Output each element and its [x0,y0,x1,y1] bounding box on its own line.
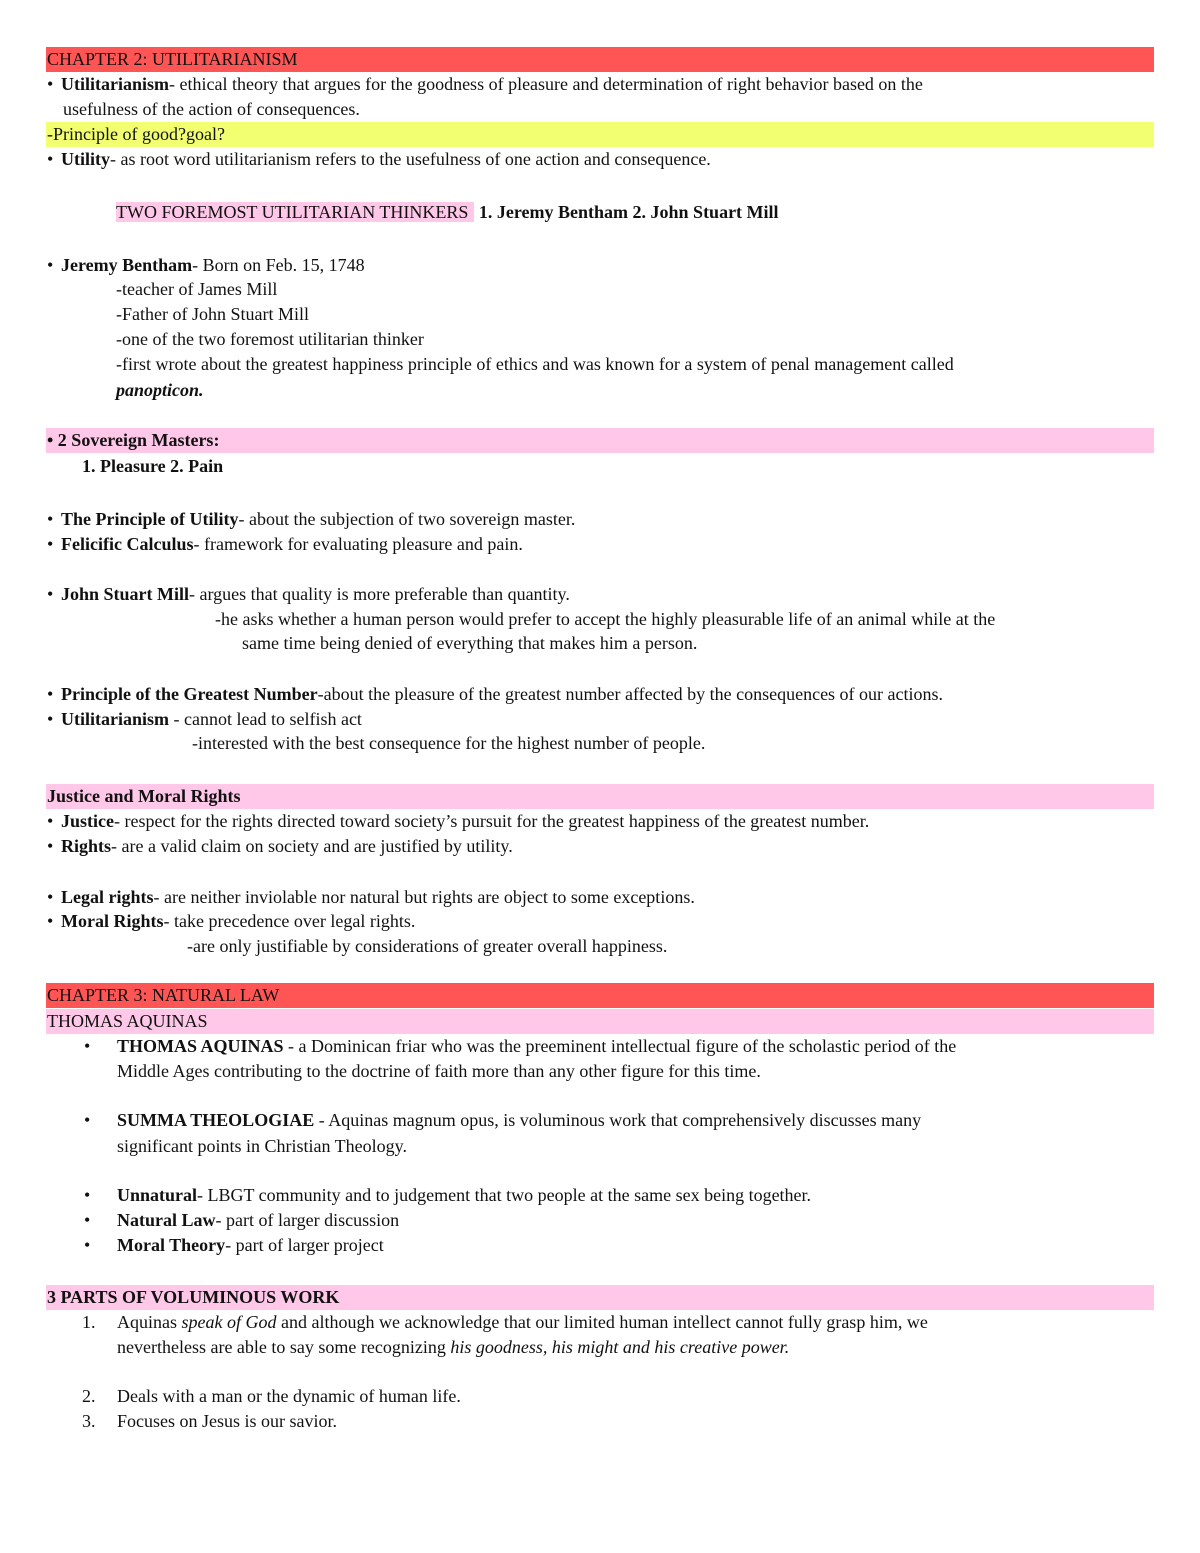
mill-sub-2 [0,631,1200,656]
principle-text: -Principle of good?goal? [47,124,225,144]
term: Natural Law [117,1210,216,1230]
moral-rights-sub [0,934,1200,959]
utilitarianism-def: • Utilitarianism- ethical theory that argues for the goodness of pleasure and determination of right behavior based on the [47,74,923,94]
masters-title [0,428,1200,453]
masters-title-text: • 2 Sovereign Masters: [47,430,220,450]
definition: - part of larger discussion [215,1210,400,1230]
list-number: 3. [82,1411,96,1431]
sub-item: -teacher of James Mill [116,279,278,299]
sub-item: -he asks whether a human person would prefer to accept the highly pleasurable life of an animal while at the [215,609,996,629]
parts-title-text: 3 PARTS OF VOLUMINOUS WORK [47,1287,340,1307]
mill-def: • John Stuart Mill- argues that quality is more preferable than quantity. [47,584,570,604]
justice-def: • Justice- respect for the rights directed toward society’s pursuit for the greatest happiness of the greatest number. [47,811,870,831]
thinkers-label: TWO FOREMOST UTILITARIAN THINKERS [116,202,474,222]
aquinas-subtitle [0,1009,1200,1034]
sub-item: -are only justifiable by considerations of greater overall happiness. [187,936,668,956]
definition: -about the pleasure of the greatest number affected by the consequences of our actions. [317,684,944,704]
part-text: nevertheless are able to say some recognizing [117,1337,451,1357]
natural-law-def [0,1208,1200,1233]
definition: - are a valid claim on society and are justified by utility. [111,836,513,856]
unnatural-def [0,1183,1200,1208]
definition: - Aquinas magnum opus, is voluminous work that comprehensively discusses many [314,1110,922,1130]
part-1-cont [0,1335,1200,1360]
term: Justice [61,811,114,831]
justice-title-text: Justice and Moral Rights [47,786,241,806]
definition: - respect for the rights directed toward society’s pursuit for the greatest happiness of the greatest number. [114,811,870,831]
definition: - as root word utilitarianism refers to the usefulness of one action and consequence. [110,149,711,169]
term: John Stuart Mill [61,584,190,604]
chapter-3-title-text: CHAPTER 3: NATURAL LAW [47,985,280,1005]
aquinas-subtitle-text: THOMAS AQUINAS [47,1011,208,1031]
greatest-def: • Principle of the Greatest Number-about the pleasure of the greatest number affected by the consequences of our actions. [47,684,944,704]
sub-item: -Father of John Stuart Mill [116,304,309,324]
definition: - about the subjection of two sovereign master. [238,509,576,529]
part-2 [0,1384,1200,1409]
legal-rights-def: • Legal rights- are neither inviolable nor natural but rights are object to some exceptions. [47,887,695,907]
chapter-2-title [0,47,1200,72]
term: Utility [61,149,110,169]
term: THOMAS AQUINAS [117,1036,284,1056]
term: Rights [61,836,112,856]
bullet: • [84,1110,91,1130]
definition: - part of larger project [225,1235,384,1255]
bentham-sub-2 [0,302,1200,327]
utilitarianism-def-cont [0,97,1200,122]
definition: - take precedence over legal rights. [163,911,416,931]
panopticon-line [0,378,1200,403]
sub-item: -first wrote about the greatest happiness principle of ethics and was known for a system of penal management called [116,354,954,374]
term: Jeremy Bentham [61,255,193,275]
term: The Principle of Utility [61,509,239,529]
bentham-sub-4 [0,352,1200,377]
part-text: Focuses on Jesus is our savior. [117,1411,337,1431]
bentham-sub-3 [0,327,1200,352]
definition-cont: Middle Ages contributing to the doctrine of faith more than any other figure for this time. [117,1061,761,1081]
part-1 [0,1310,1200,1335]
bentham-sub-1 [0,277,1200,302]
sub-item: -one of the two foremost utilitarian thinker [116,329,424,349]
bullet: • [84,1185,91,1205]
thinkers-list: 1. Jeremy Bentham 2. John Stuart Mill [474,202,779,222]
chapter-3-title [0,983,1200,1008]
term: Felicific Calculus [61,534,194,554]
bentham-def: • Jeremy Bentham- Born on Feb. 15, 1748 [47,255,365,275]
summa-def-cont [0,1134,1200,1159]
part-3 [0,1409,1200,1434]
justice-title [0,784,1200,809]
summa-def [0,1108,1200,1133]
definition-cont: significant points in Christian Theology. [117,1136,407,1156]
term: Unnatural [117,1185,198,1205]
definition: - ethical theory that argues for the goodness of pleasure and determination of right behavior based on the [169,74,923,94]
definition-cont: usefulness of the action of consequences. [63,99,360,119]
rights-def: • Rights- are a valid claim on society and are justified by utility. [47,836,513,856]
principle-line [0,122,1200,147]
term: Moral Theory [117,1235,226,1255]
utilitarianism-2-sub [0,731,1200,756]
part-text: Aquinas [117,1312,182,1332]
definition: - are neither inviolable nor natural but rights are object to some exceptions. [153,887,695,907]
bullet: • [84,1235,91,1255]
aquinas-def [0,1034,1200,1059]
thinkers-line [0,200,1200,225]
term: Utilitarianism [61,709,169,729]
bullet: • [84,1210,91,1230]
part-text: and although we acknowledge that our limited human intellect cannot fully grasp him, we [276,1312,928,1332]
masters-list-text: 1. Pleasure 2. Pain [82,456,224,476]
bullet: • [84,1036,91,1056]
mill-sub-1 [0,607,1200,632]
part-emphasis: speak of God [181,1312,277,1332]
parts-title [0,1285,1200,1310]
term: SUMMA THEOLOGIAE [117,1110,315,1130]
panopticon-term: panopticon. [116,380,204,400]
principle-utility-def: • The Principle of Utility- about the subjection of two sovereign master. [47,509,576,529]
list-number: 2. [82,1386,96,1406]
sub-item: same time being denied of everything that makes him a person. [242,633,698,653]
chapter-2-title-text: CHAPTER 2: UTILITARIANISM [47,49,298,69]
moral-rights-def: • Moral Rights- take precedence over legal rights. [47,911,416,931]
utility-def: • Utility- as root word utilitarianism refers to the usefulness of one action and consequence. [47,149,711,169]
part-text: Deals with a man or the dynamic of human life. [117,1386,461,1406]
aquinas-def-cont [0,1059,1200,1084]
term: Utilitarianism [61,74,169,94]
masters-list [0,454,1200,479]
term: Moral Rights [61,911,164,931]
definition: - cannot lead to selfish act [169,709,362,729]
definition: - framework for evaluating pleasure and pain. [193,534,523,554]
part-emphasis: his goodness, his might and his creative power. [450,1337,790,1357]
sub-item: -interested with the best consequence for the highest number of people. [192,733,706,753]
definition: - argues that quality is more preferable than quantity. [189,584,570,604]
term: Principle of the Greatest Number [61,684,318,704]
definition: - a Dominican friar who was the preeminent intellectual figure of the scholastic period of the [283,1036,957,1056]
definition: - LBGT community and to judgement that two people at the same sex being together. [197,1185,812,1205]
utilitarianism-2-def: • Utilitarianism - cannot lead to selfish act [47,709,362,729]
felicific-def: • Felicific Calculus- framework for evaluating pleasure and pain. [47,534,523,554]
definition: - Born on Feb. 15, 1748 [192,255,365,275]
term: Legal rights [61,887,154,907]
list-number: 1. [82,1312,96,1332]
moral-theory-def [0,1233,1200,1258]
